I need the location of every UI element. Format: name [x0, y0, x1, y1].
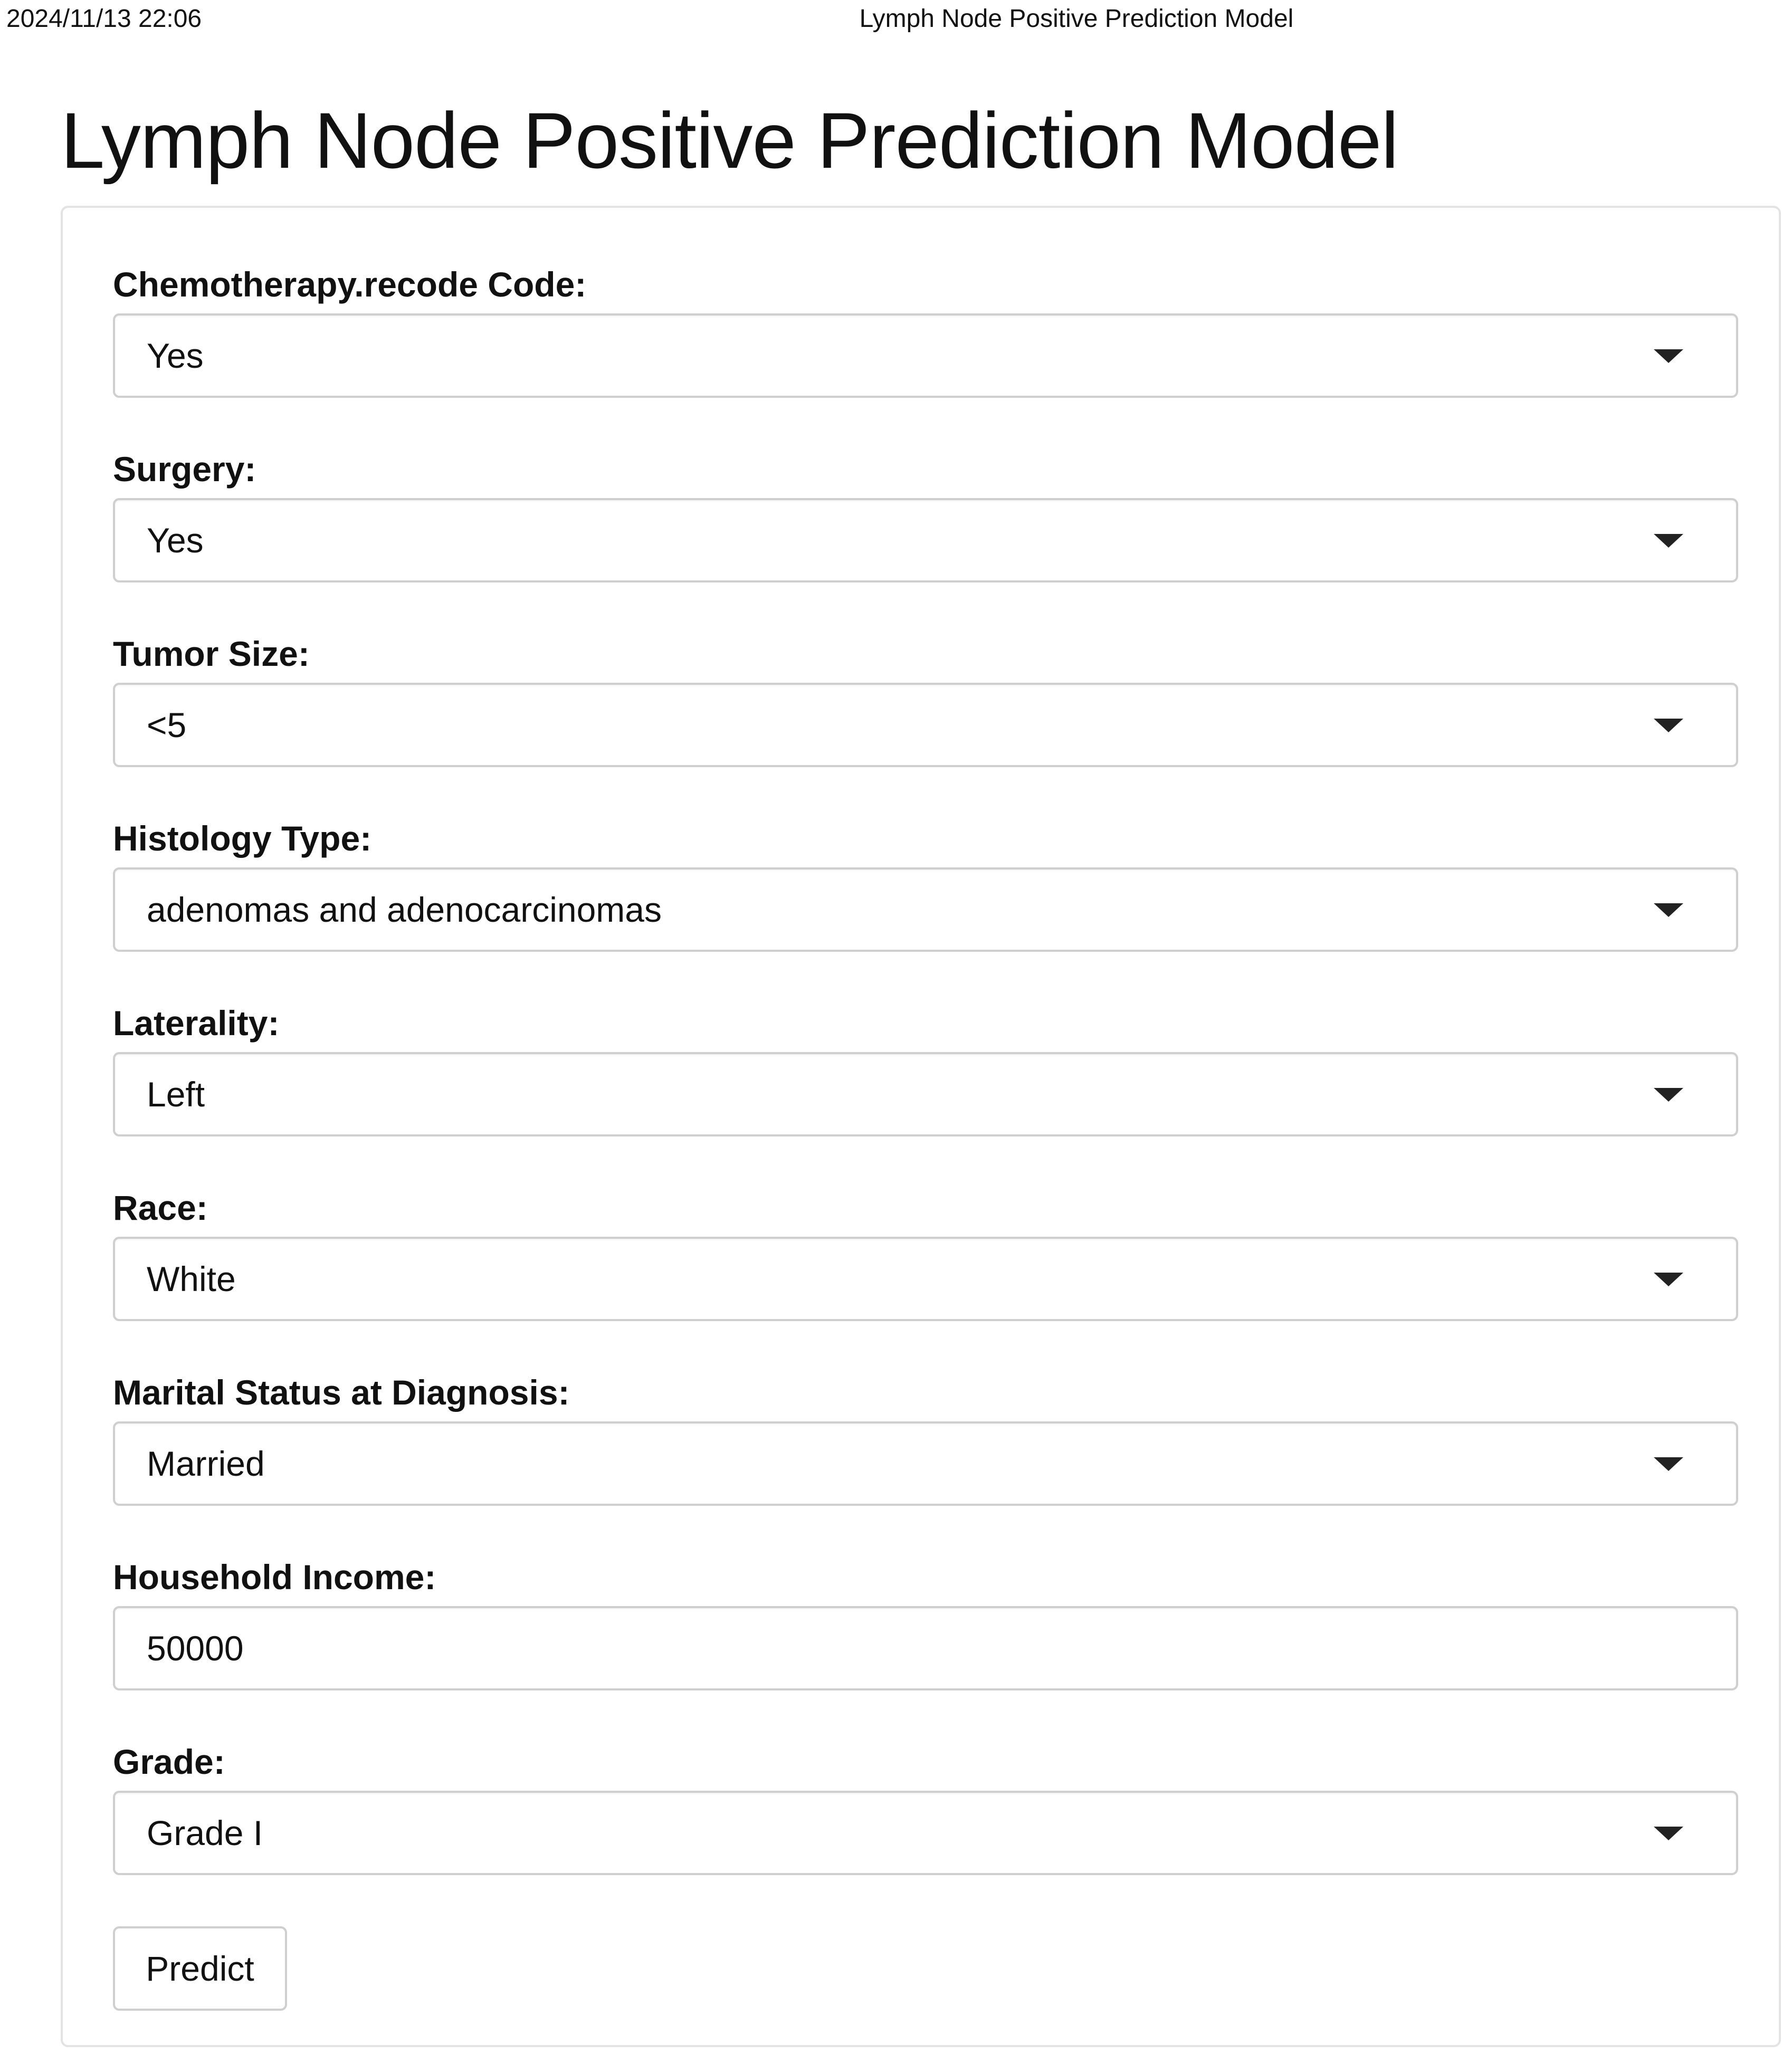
- marital-status-select[interactable]: [113, 1421, 1738, 1506]
- chevron-down-icon: [1654, 534, 1683, 548]
- grade-value: Grade I: [147, 1813, 263, 1852]
- race-value: White: [147, 1259, 236, 1298]
- laterality-label: Laterality:: [113, 1004, 280, 1043]
- chemotherapy-select[interactable]: [113, 313, 1738, 398]
- surgery-select[interactable]: [113, 498, 1738, 582]
- chemotherapy-field: [113, 261, 1738, 445]
- chemotherapy-label: Chemotherapy.recode Code:: [113, 265, 587, 304]
- household-income-input[interactable]: [113, 1606, 1738, 1690]
- histology-type-label: Histology Type:: [113, 819, 372, 858]
- chemotherapy-value: Yes: [147, 336, 204, 375]
- surgery-label: Surgery:: [113, 450, 256, 489]
- chevron-down-icon: [1654, 1088, 1683, 1102]
- tumor-size-label: Tumor Size:: [113, 634, 310, 673]
- household-income-value: 50000: [147, 1629, 244, 1668]
- chevron-down-icon: [1654, 1273, 1683, 1286]
- chevron-down-icon: [1654, 349, 1683, 363]
- grade-select[interactable]: [113, 1791, 1738, 1875]
- histology-type-select[interactable]: [113, 867, 1738, 952]
- print-date: 2024/11/13 22:06: [6, 5, 202, 33]
- tumor-size-field: [113, 630, 1738, 815]
- histology-type-value: adenomas and adenocarcinomas: [147, 890, 662, 929]
- input-panel: [61, 206, 1781, 2047]
- surgery-value: Yes: [147, 521, 204, 560]
- laterality-field: [113, 999, 1738, 1184]
- marital-status-value: Married: [147, 1444, 265, 1483]
- grade-label: Grade:: [113, 1742, 225, 1781]
- laterality-value: Left: [147, 1075, 205, 1114]
- page-title: Lymph Node Positive Prediction Model: [61, 96, 1398, 185]
- household-income-label: Household Income:: [113, 1558, 436, 1597]
- laterality-select[interactable]: [113, 1052, 1738, 1136]
- tumor-size-value: <5: [147, 705, 187, 744]
- predict-button[interactable]: Predict: [113, 1926, 287, 2011]
- chevron-down-icon: [1654, 719, 1683, 732]
- surgery-field: [113, 445, 1738, 630]
- marital-status-label: Marital Status at Diagnosis:: [113, 1373, 570, 1412]
- chevron-down-icon: [1654, 1457, 1683, 1471]
- print-title: Lymph Node Positive Prediction Model: [859, 5, 1294, 33]
- household-income-field: [113, 1553, 1738, 1738]
- race-select[interactable]: [113, 1237, 1738, 1321]
- chevron-down-icon: [1654, 903, 1683, 917]
- marital-status-field: [113, 1369, 1738, 1553]
- race-label: Race:: [113, 1188, 208, 1227]
- grade-field: [113, 1738, 1738, 1923]
- histology-type-field: [113, 815, 1738, 999]
- prediction-form: [113, 261, 1738, 1988]
- print-header: [0, 0, 1792, 42]
- race-field: [113, 1184, 1738, 1369]
- tumor-size-select[interactable]: [113, 683, 1738, 767]
- chevron-down-icon: [1654, 1827, 1683, 1840]
